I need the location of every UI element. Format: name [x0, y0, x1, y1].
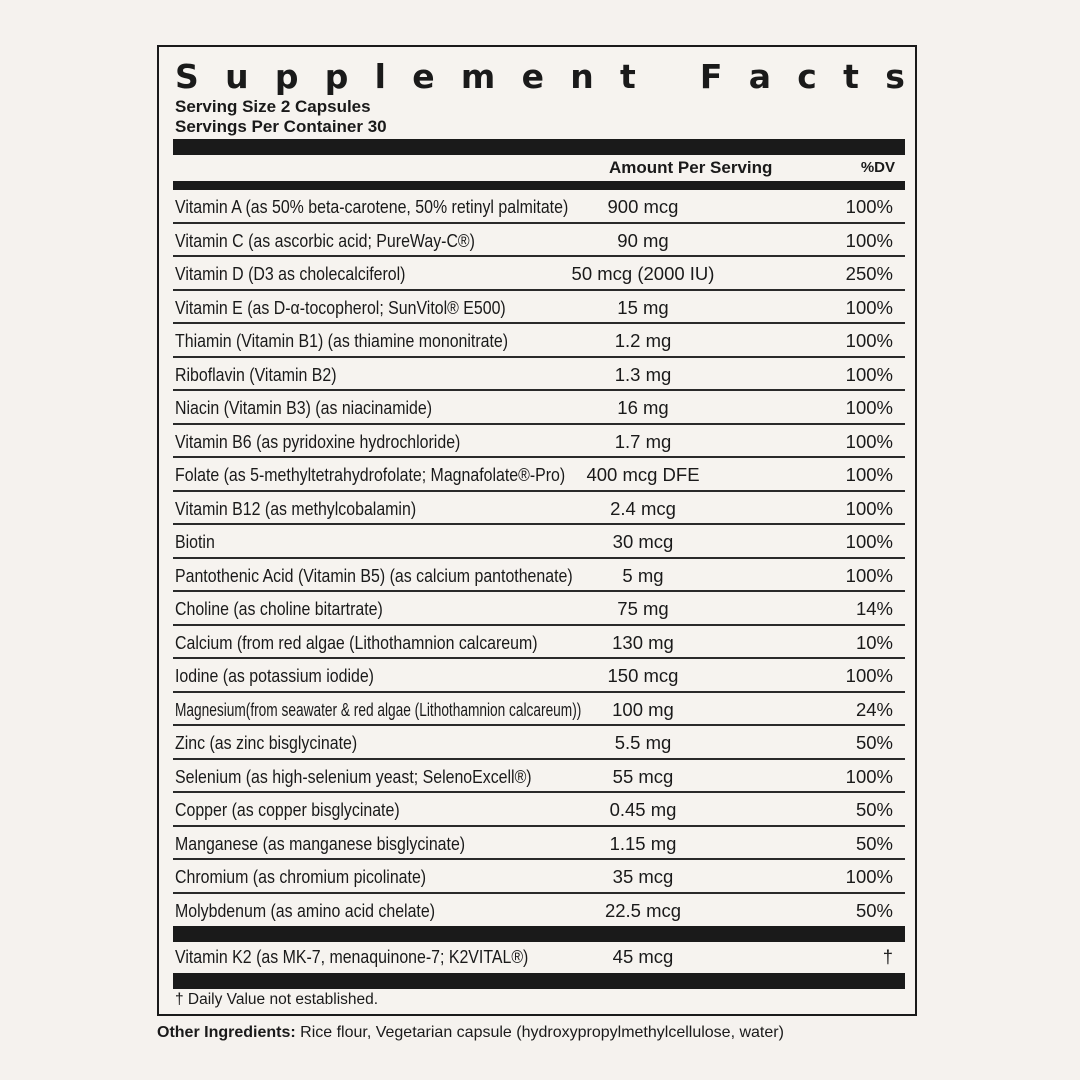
thick-divider	[173, 139, 905, 155]
nutrient-dv: 100%	[845, 196, 893, 217]
footnote: † Daily Value not established.	[175, 991, 379, 1008]
other-ingredients	[157, 1022, 784, 1044]
nutrient-amount: 5 mg	[622, 564, 664, 586]
nutrient-name: Vitamin C (as ascorbic acid; PureWay-C®)	[175, 229, 475, 251]
title-letter: p	[274, 57, 299, 96]
serving-info	[175, 97, 387, 137]
nutrient-amount: 1.7 mg	[614, 430, 672, 452]
table-row	[173, 894, 905, 928]
nutrient-name: Vitamin E (as D-α-tocopherol; SunVitol® E500)	[175, 296, 506, 318]
nutrient-amount: 1.2 mg	[614, 330, 672, 351]
nutrient-name: Niacin (Vitamin B3) (as niacinamide)	[175, 397, 433, 418]
nutrient-dv: 100%	[845, 564, 893, 586]
title-letter: a	[748, 57, 771, 96]
nutrient-dv: 14%	[855, 598, 893, 619]
dv-header: %DV	[860, 159, 895, 176]
nutrient-name: Riboflavin (Vitamin B2)	[175, 363, 337, 385]
table-row	[173, 726, 905, 760]
nutrient-dv: 24%	[855, 698, 893, 720]
table-row	[173, 358, 905, 392]
table-row	[173, 940, 905, 974]
nutrient-amount: 50 mcg (2000 IU)	[571, 263, 715, 284]
nutrient-dv: 100%	[845, 430, 893, 452]
nutrient-dv: 100%	[845, 397, 893, 418]
nutrient-amount: 150 mcg	[607, 665, 679, 686]
nutrient-name: Manganese (as manganese bisglycinate)	[175, 832, 466, 854]
nutrient-amount: 400 mcg DFE	[586, 464, 700, 485]
title-letter: s	[885, 57, 905, 96]
nutrient-dv: 100%	[845, 229, 893, 251]
nutrient-name: Folate (as 5-methyltetrahydrofolate; Magnafolate®-Pro)	[175, 464, 566, 485]
nutrient-name: Molybdenum (as amino acid chelate)	[175, 899, 436, 921]
nutrient-amount: 16 mg	[617, 397, 669, 418]
nutrient-amount: 90 mg	[617, 229, 669, 251]
nutrient-dv: †	[882, 946, 893, 967]
nutrient-name: Pantothenic Acid (Vitamin B5) (as calcium pantothenate)	[175, 564, 573, 586]
title-letter: c	[797, 57, 817, 96]
amount-header: Amount Per Serving	[609, 158, 773, 177]
nutrient-name: Selenium (as high-selenium yeast; SelenoExcell®)	[175, 765, 532, 787]
nutrient-dv: 250%	[845, 263, 893, 284]
table-row	[173, 827, 905, 861]
nutrient-amount: 75 mg	[617, 598, 669, 619]
table-row	[173, 626, 905, 660]
other-ingredients-text: Rice flour, Vegetarian capsule (hydroxypropylmethylcellulose, water)	[295, 1024, 784, 1041]
title-letter: F	[699, 57, 723, 96]
nutrient-dv: 100%	[845, 665, 893, 686]
title-letter: p	[324, 57, 349, 96]
header-divider	[173, 181, 905, 190]
title-letter: n	[570, 57, 594, 96]
table-row	[173, 224, 905, 258]
table-row	[173, 760, 905, 794]
nutrient-dv: 50%	[855, 899, 893, 921]
table-row	[173, 291, 905, 325]
nutrient-dv: 10%	[855, 631, 893, 653]
nutrient-name: Calcium (from red algae (Lithothamnion calcareum)	[175, 631, 538, 653]
table-row	[173, 190, 905, 224]
nutrient-amount: 130 mg	[612, 631, 674, 653]
table-row	[173, 425, 905, 459]
table-row	[173, 525, 905, 559]
nutrient-dv: 100%	[845, 296, 893, 318]
nutrient-amount: 0.45 mg	[609, 799, 677, 820]
nutrient-amount: 22.5 mcg	[604, 899, 682, 921]
nutrient-name: Vitamin D (D3 as cholecalciferol)	[175, 263, 406, 284]
nutrient-amount: 100 mg	[612, 698, 674, 720]
nutrient-amount: 2.4 mcg	[610, 497, 676, 519]
nutrient-name: Copper (as copper bisglycinate)	[175, 799, 400, 820]
nutrient-name: Biotin	[175, 531, 215, 552]
nutrient-amount: 1.15 mg	[609, 832, 677, 854]
nutrient-amount: 45 mcg	[612, 946, 674, 967]
title-letter: e	[521, 57, 544, 96]
nutrient-dv: 100%	[845, 765, 893, 787]
nutrient-name: Zinc (as zinc bisglycinate)	[175, 732, 358, 753]
nutrient-amount: 30 mcg	[612, 531, 674, 552]
title-letter: l	[374, 57, 386, 96]
nutrient-name: Chromium (as chromium picolinate)	[175, 866, 427, 887]
nutrient-amount: 15 mg	[617, 296, 669, 318]
other-ingredients-label: Other Ingredients:	[157, 1024, 296, 1041]
serving-size: Serving Size 2 Capsules	[175, 97, 371, 116]
nutrient-dv: 100%	[845, 531, 893, 552]
table-row	[173, 559, 905, 593]
supplement-facts-panel	[157, 45, 917, 1016]
nutrient-dv: 100%	[845, 497, 893, 519]
nutrient-amount: 55 mcg	[612, 765, 674, 787]
nutrient-table	[173, 190, 905, 927]
panel-title	[175, 57, 905, 97]
nutrient-name: Choline (as choline bitartrate)	[175, 598, 383, 619]
nutrient-dv: 50%	[855, 832, 893, 854]
title-letter: S	[175, 57, 199, 96]
table-row	[173, 458, 905, 492]
table-row	[173, 860, 905, 894]
title-letter: t	[620, 57, 636, 96]
table-row	[173, 257, 905, 291]
nutrient-name: Magnesium(from seawater & red algae (Lithothamnion calcareum))	[175, 698, 582, 720]
servings-per-container: Servings Per Container 30	[175, 117, 387, 136]
title-letter: m	[460, 57, 496, 96]
nutrient-name: Thiamin (Vitamin B1) (as thiamine mononitrate)	[175, 330, 509, 351]
table-row	[173, 592, 905, 626]
nutrient-amount: 1.3 mg	[614, 363, 672, 385]
table-row	[173, 659, 905, 693]
nutrient-dv: 100%	[845, 363, 893, 385]
title-gap	[662, 57, 674, 97]
nutrient-name: Iodine (as potassium iodide)	[175, 665, 374, 686]
nutrient-amount: 35 mcg	[612, 866, 674, 887]
nutrient-dv: 100%	[845, 866, 893, 887]
nutrient-dv: 50%	[855, 732, 893, 753]
table-row	[173, 391, 905, 425]
table-row	[173, 492, 905, 526]
nutrient-amount: 900 mcg	[607, 196, 679, 217]
nutrient-amount: 5.5 mg	[614, 732, 672, 753]
nutrient-name: Vitamin B12 (as methylcobalamin)	[175, 497, 417, 519]
title-letter: t	[843, 57, 859, 96]
nutrient-dv: 100%	[845, 464, 893, 485]
column-headers	[173, 155, 905, 181]
table-row	[173, 793, 905, 827]
title-letter: e	[412, 57, 435, 96]
table-row	[173, 693, 905, 727]
table-row	[173, 324, 905, 358]
nutrient-name: Vitamin K2 (as MK-7, menaquinone-7; K2VITAL®)	[175, 946, 529, 967]
title-letter: u	[225, 57, 249, 96]
thick-divider	[173, 973, 905, 989]
nutrient-dv: 100%	[845, 330, 893, 351]
nutrient-dv: 50%	[855, 799, 893, 820]
nutrient-name: Vitamin B6 (as pyridoxine hydrochloride)	[175, 430, 461, 452]
nutrient-name: Vitamin A (as 50% beta-carotene, 50% retinyl palmitate)	[175, 196, 569, 217]
